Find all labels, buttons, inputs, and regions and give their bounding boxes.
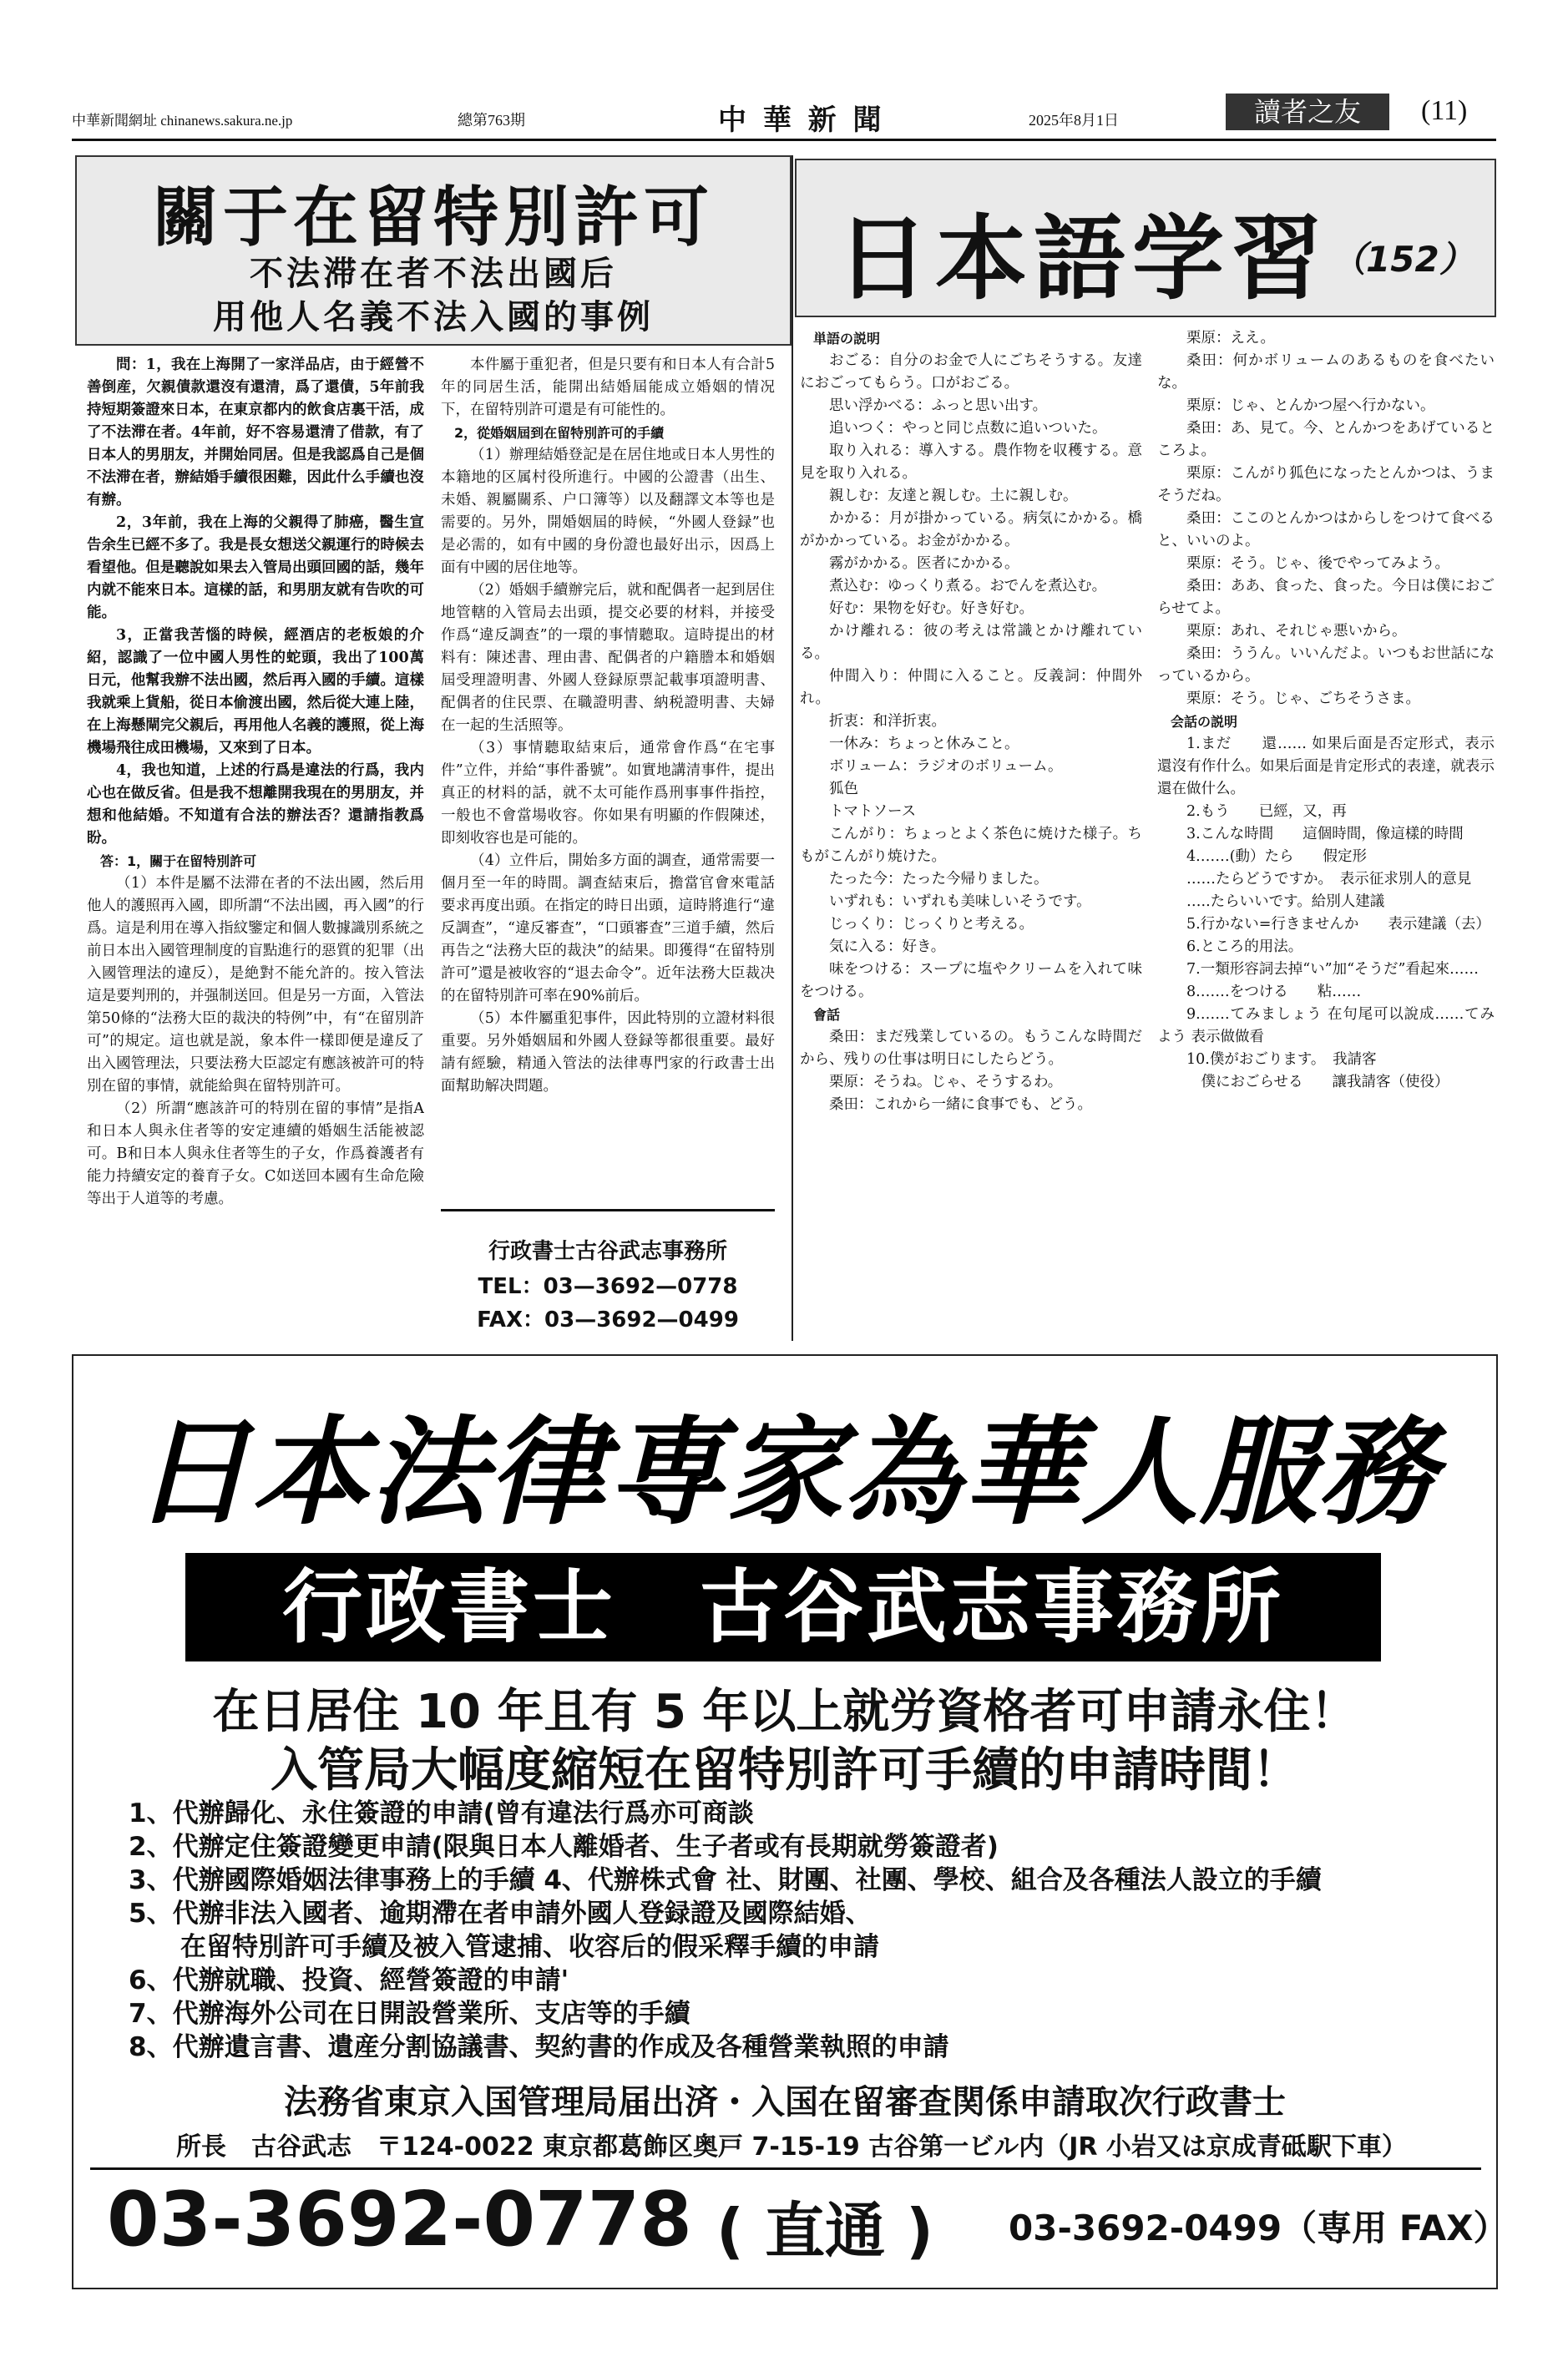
left-article-title: 關于在留特別許可 <box>152 180 714 255</box>
ad-service-item: 6、代辦就職、投資、經營簽證的申請' <box>129 1965 569 1995</box>
paragraph: （2）婚姻手續辦完后，就和配偶者一起到居住地管轄的入管局去出頭，提交必要的材料，并接受作爲“違反調查”的一環的事情聽取。這時提出的材料有：陳述書、理由書、配偶者的户籍謄本和婚姻屆受理證明書、外國人登録原票記載事項證明書、配偶者的住民票、在職證明書、納税證明書、夫婦在一起的生活照等。 <box>441 582 775 734</box>
paragraph: （1）本件是屬不法滞在者的不法出國，然后用他人的護照再入國，即所謂“不法出國，再入國”的行爲。這是利用在導入指紋鑒定和個人數據識別系統之前日本出入國管理制度的盲點進行的惡質的犯罪（出入國管理法的違反），是絶對不能允許的。按入管法這是要判刑的，并强制送回。但是另一方面，入管法第50條的“法務大臣的裁決的特例”中，有“在留別許可”的規定。這也就是説，象本件一樣即便是違反了出入國管理法，只要法務大臣認定有應該被許可的特別在留的事情，就能給與在留特別許可。 <box>87 875 424 1095</box>
paragraph: 10.僕がおごります。 我請客 <box>1186 1051 1377 1068</box>
paragraph: いずれも：いずれも美味しいそうです。 <box>829 893 1091 910</box>
paragraph: 桑田：まだ残業しているの。もうこんな時間だから、残りの仕事は明日にしたらどう。 <box>800 1029 1142 1068</box>
paragraph: 桑田：ああ、食った、食った。今日は僕におごらせてよ。 <box>1157 578 1495 617</box>
paragraph: 桑田：これから一緒に食事でも、どう。 <box>829 1096 1092 1113</box>
paragraph: 一休み：ちょっと休みこと。 <box>829 736 1019 752</box>
paragraph: 僕におごらせる 讓我請客（使役） <box>1186 1074 1449 1090</box>
paragraph: 折衷：和洋折衷。 <box>829 713 946 730</box>
paragraph: 栗原：ええ。 <box>1186 330 1276 346</box>
paragraph: 気に入る：好き。 <box>829 938 946 955</box>
paragraph: …..たらいいです。給別人建議 <box>1186 893 1385 910</box>
ad-service-item: 2、代辦定住簽證變更申請(限與日本人離婚者、生子者或有長期就勞簽證者) <box>129 1832 999 1862</box>
paragraph: たった今：たった今帰りました。 <box>829 871 1049 888</box>
paragraph: 煮込む：ゆっくり煮る。おでんを煮込む。 <box>829 578 1107 594</box>
paragraph: 栗原：じゃ、とんかつ屋へ行かない。 <box>1186 397 1435 414</box>
paragraph: 仲間入り：仲間に入ること。反義詞：仲間外れ。 <box>800 668 1142 707</box>
ad-service-item: 7、代辦海外公司在日開設營業所、支店等的手續 <box>129 1999 690 2029</box>
paragraph: （3）事情聽取結束后，通常會作爲“在宅事件”立件，并給“事件番號”。如實地講清事件，提出真正的材料的話，就不太可能作爲刑事事件指控，一般也不會當場收容。你如果有明顯的作假陳述，即刻收容也是可能的。 <box>441 740 775 847</box>
paragraph: 栗原：あれ、それじゃ悪いから。 <box>1186 623 1407 640</box>
column-separator <box>792 155 793 1341</box>
section-heading: 會話 <box>813 1007 841 1023</box>
ad-banner-text: 行政書士 古谷武志事務所 <box>282 1560 1284 1654</box>
paragraph: ……たらどうですか。 表示征求別人的意見 <box>1186 871 1472 888</box>
ad-phone-fax: 03-3692-0499（専用 FAX） <box>1009 2208 1509 2248</box>
right-title-box <box>795 159 1496 317</box>
paragraph: 4，我也知道，上述的行爲是違法的行爲，我内心也在做反省。但是我不想離開我現在的男朋友，并想和他結婚。不知道有合法的辦法否？還請指教爲盼。 <box>87 762 424 847</box>
paragraph: 桑田：ううん。いいんだよ。いつもお世話になっているから。 <box>1157 645 1495 685</box>
paragraph: 好む：果物を好む。好き好む。 <box>829 600 1034 617</box>
office-tel: TEL：03—3692—0778 <box>478 1274 738 1299</box>
paragraph: 桑田：ここのとんかつはからしをつけて食べると、いいのよ。 <box>1157 510 1495 549</box>
paragraph: 追いつく：やっと同じ点数に追いついた。 <box>829 420 1107 437</box>
paragraph: じっくり：じっくりと考える。 <box>829 916 1034 933</box>
paragraph: 狐色 <box>829 781 858 797</box>
ad-line-1: 在日居住 10 年且有 5 年以上就労資格者可申請永住！ <box>212 1685 1358 1739</box>
ad-banner <box>185 1553 1381 1661</box>
page-number: (11) <box>1421 95 1468 126</box>
paragraph: かけ離れる：彼の考えは常識とかけ離れている。 <box>800 623 1142 662</box>
office-fax: FAX：03—3692—0499 <box>477 1307 739 1333</box>
ad-service-item: 5、代辦非法入國者、逾期滯在者申請外國人登録證及國際結婚、 <box>129 1899 872 1929</box>
paragraph: 7.一類形容詞去掉“い”加“そうだ”看起來…… <box>1186 961 1479 978</box>
paragraph: おごる：自分のお金で人にごちそうする。友達におごってもらう。口がおごる。 <box>800 352 1142 392</box>
paragraph: 1.まだ 還…… 如果后面是否定形式，表示還沒有作什么。如果后面是肯定形式的表達，就表示還在做什么。 <box>1157 736 1495 797</box>
paragraph: 5.行かない=行きませんか 表示建議（去） <box>1186 916 1490 933</box>
ad-divider <box>90 2167 1481 2170</box>
paragraph: 桑田：あ、見て。今、とんかつをあげているところよ。 <box>1157 420 1495 459</box>
paragraph: （1）辦理結婚登記是在居住地或日本人男性的本籍地的区属村役所進行。中國的公證書（出生、未婚、親屬關系、户口簿等）以及翻譯文本等也是需要的。另外，開婚姻屆的時候，“外國人登録”也是必需的，如有中國的身份證也最好出示，因爲上面有中國的居住地等。 <box>441 447 775 576</box>
paragraph: かかる：月が掛かっている。病気にかかる。橋がかかっている。お金がかかる。 <box>800 510 1142 549</box>
paragraph: 栗原：そうね。じゃ、そうするわ。 <box>829 1074 1063 1090</box>
ad-phone-direct: ( 直通 ) <box>716 2196 933 2266</box>
paragraph: 栗原：こんがり狐色になったとんかつは、うまそうだね。 <box>1157 465 1495 504</box>
newspaper-name: 中 華 新 聞 <box>718 104 885 137</box>
paragraph: 4.……(動）たら 假定形 <box>1186 848 1368 865</box>
paragraph: （5）本件屬重犯事件，因此特別的立證材料很重要。另外婚姻屆和外國人登録等都很重要。最好請有經驗，精通入管法的法律專門家的行政書士出面幫助解决問題。 <box>441 1010 775 1095</box>
issue-number: 總第763期 <box>458 112 525 129</box>
paragraph: 9.……てみましょう 在句尾可以說成……てみよう 表示做做看 <box>1157 1006 1495 1045</box>
paragraph: 3.こんな時間 這個時間，像這樣的時間 <box>1186 826 1464 842</box>
paragraph: 2.もう 已經，又，再 <box>1186 803 1347 820</box>
paragraph: 本件屬于重犯者，但是只要有和日本人有合計5年的同居生活，能開出結婚屆能成立婚姻的情况下，在留特別許可還是有可能性的。 <box>441 357 775 418</box>
paragraph: 6.ところ的用法。 <box>1186 938 1303 955</box>
office-name: 行政書士古谷武志事務所 <box>488 1239 727 1264</box>
paragraph: 栗原：そう。じゃ、ごちそうさま。 <box>1186 690 1420 707</box>
ad-ministry: 法務省東京入国管理局届出済・入国在留審查関係申請取次行政書士 <box>284 2083 1286 2122</box>
section-heading: 2，從婚姻屆到在留特別許可的手續 <box>454 425 665 441</box>
section-heading: 答：1，關于在留特別許可 <box>100 853 257 869</box>
paragraph: 3，正當我苦惱的時候，經酒店的老板娘的介紹，認識了一位中國人男性的蛇頭，我出了100萬日元，他幫我辦不法出國，然后再入國的手續。這樣我就乘上貨船，從日本偷渡出國，然后從大連上陸，在上海懸閘完父親后，再用他人名義的護照，從上海機場飛往成田機場，又來到了日本。 <box>87 627 424 756</box>
ad-line-2: 入管局大幅度縮短在留特別許可手續的申請時間！ <box>271 1743 1299 1798</box>
issue-date: 2025年8月1日 <box>1029 112 1119 129</box>
paragraph: （2）所謂“應該許可的特別在留的事情”是指A和日本人與永住者等的安定連續的婚姻生活能被認可。B和日本人與永住者等生的子女，作爲養護者有能力持續安定的養育子女。C如送回本國有生命危險等出于人道等的考慮。 <box>87 1100 424 1207</box>
section-heading: 会話の説明 <box>1171 714 1238 730</box>
paragraph: 親しむ：友達と親しむ。土に親しむ。 <box>829 488 1078 504</box>
ad-address: 所長 古谷武志 〒124-0022 東京都葛飾区奥戸 7-15-19 古谷第一ビル内（JR 小岩又は京成青砥駅下車） <box>176 2132 1407 2162</box>
right-article-title: 日本語学習 <box>837 205 1329 312</box>
ad-phone-main: 03-3692-0778 <box>107 2176 692 2263</box>
left-article-subtitle-2: 用他人名義不法入國的事例 <box>213 298 654 336</box>
site-url: 中華新聞網址 chinanews.sakura.ne.jp <box>72 113 293 129</box>
paragraph: 味をつける：スープに塩やクリームを入れて味をつける。 <box>800 961 1142 1000</box>
paragraph: 8.……をつける 粘…… <box>1186 984 1362 1000</box>
paragraph: ボリューム：ラジオのボリューム。 <box>829 758 1063 775</box>
paragraph: 栗原：そう。じゃ、後でやってみよう。 <box>1186 555 1449 572</box>
paragraph: （4）立件后，開始多方面的調查，通常需要一個月至一年的時間。調查結束后，擔當官會來電話要求再度出頭。在指定的時日出頭，這時將進行“違反調查”，“違反審查”，“口頭審查”三道手續，然后再告之“法務大臣的裁決”的結果。即獲得“在留特別許可”還是被收容的“退去命令”。近年法務大臣裁决的在留特別許可率在90%前后。 <box>441 852 775 1004</box>
paragraph: 思い浮かべる：ふっと思い出す。 <box>829 397 1048 414</box>
ad-service-item: 1、代辦歸化、永住簽證的申請(曾有違法行爲亦可商談 <box>129 1798 754 1828</box>
right-article-column-1 <box>800 327 1142 1341</box>
ad-service-item: 3、代辦國際婚姻法律事務上的手續 4、代辦株式會 社、財團、社團、學校、組合及各種法人設立的手續 <box>129 1865 1322 1895</box>
left-title-box <box>75 155 792 346</box>
ad-services-list <box>129 1797 1464 2064</box>
advertisement <box>72 1354 1509 2289</box>
section-heading: 単語の説明 <box>813 331 881 346</box>
office-divider <box>441 1209 775 1211</box>
paragraph: 霧がかかる。医者にかかる。 <box>829 555 1019 572</box>
paragraph: こんがり：ちょっとよく茶色に焼けた様子。ちもがこんがり焼けた。 <box>800 826 1142 865</box>
paragraph: 2，3年前，我在上海的父親得了肺癌，醫生宣告余生已經不多了。我是長女想送父親運行的時候去看望他。但是聽說如果去入管局出頭回國的話，幾年内就不能來日本。這樣的話，和男朋友就有告吹的可能。 <box>87 514 424 621</box>
section-label: 讀者之友 <box>1226 94 1389 130</box>
ad-service-item: 8、代辦遺言書、遺産分割協議書、契約書的作成及各種營業執照的申請 <box>129 2032 949 2062</box>
ad-service-item: 在留特別許可手續及被入管逮捕、收容后的假采釋手續的申請 <box>129 1932 879 1962</box>
paragraph: トマトソース <box>829 803 917 820</box>
header-rule <box>72 139 1496 141</box>
ad-headline: 日本法律専家為華人服務 <box>132 1405 1437 1541</box>
left-article-column-1 <box>87 354 424 1344</box>
paragraph: 問：1，我在上海開了一家洋品店，由于經營不善倒産，欠親債款還沒有還清，爲了還債，5年前我持短期簽證來日本，在東京都内的飲食店裏干活，成了不法滞在者。4年前，好不容易還清了借款，有了日本人的男朋友，并開始同居。但是我認爲自己是個不法滞在者，辦結婚手續很困難，因此什么手續也沒有辦。 <box>87 357 424 508</box>
paragraph: 桑田：何かボリュームのあるものを食べたいな。 <box>1157 352 1495 392</box>
left-article-column-2 <box>441 354 775 1214</box>
left-article-subtitle-1: 不法滞在者不法出國后 <box>250 255 617 293</box>
lesson-number: （152） <box>1331 239 1474 280</box>
right-article-column-2 <box>1157 327 1495 1341</box>
paragraph: 取り入れる：導入する。農作物を収穫する。意見を取り入れる。 <box>800 443 1142 482</box>
